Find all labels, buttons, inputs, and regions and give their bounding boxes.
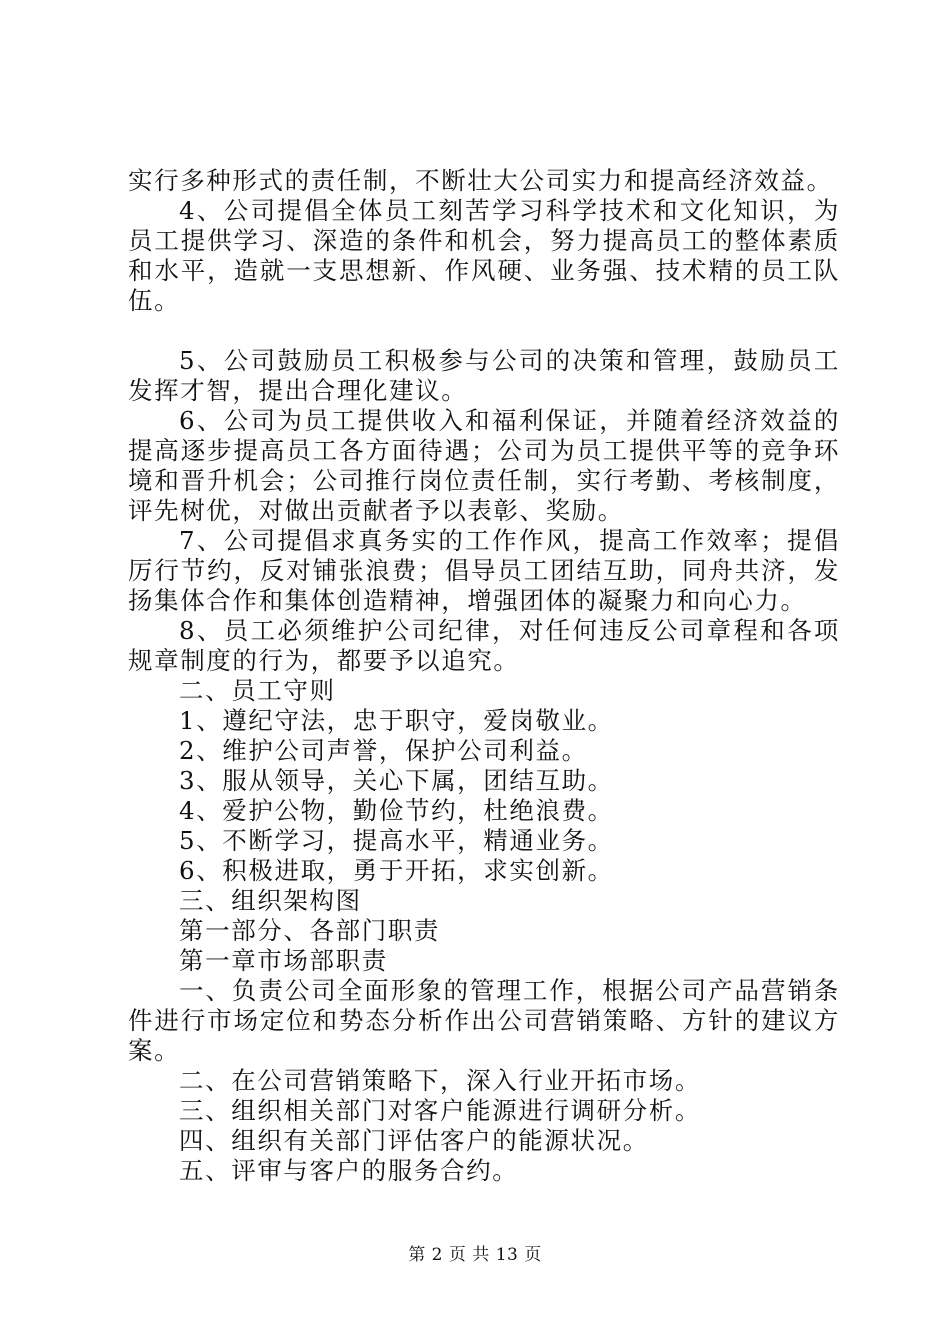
- section-heading: 二、员工守则: [179, 676, 336, 705]
- list-item: 二、在公司营销策略下，深入行业开拓市场。: [179, 1066, 701, 1095]
- list-item: 1、遵纪守法，忠于职守，爱岗敬业。: [179, 706, 614, 735]
- chapter-heading: 第一章市场部职责: [179, 946, 388, 975]
- list-item: 5、不断学习，提高水平，精通业务。: [179, 826, 614, 855]
- paragraph: 实行多种形式的责任制，不断壮大公司实力和提高经济效益。: [128, 166, 833, 195]
- list-item: 6、积极进取，勇于开拓，求实创新。: [179, 856, 614, 885]
- section-heading: 第一部分、各部门职责: [179, 916, 440, 945]
- list-item: 四、组织有关部门评估客户的能源状况。: [179, 1126, 649, 1155]
- document-body: [128, 166, 840, 1186]
- list-item: 4、爱护公物，勤俭节约，杜绝浪费。: [179, 796, 614, 825]
- list-item: 一、负责公司全面形象的管理工作，根据公司产品营销条件进行市场定位和势态分析作出公司营销策略、方针的建议方案。: [128, 976, 840, 1065]
- paragraph: 5、公司鼓励员工积极参与公司的决策和管理，鼓励员工发挥才智，提出合理化建议。: [128, 346, 840, 405]
- list-item: 3、服从领导，关心下属，团结互助。: [179, 766, 614, 795]
- list-item: 五、评审与客户的服务合约。: [179, 1156, 519, 1185]
- page-number-label: 第 2 页 共 13 页: [408, 1245, 542, 1265]
- section-heading: 三、组织架构图: [179, 886, 362, 915]
- list-item: 三、组织相关部门对客户能源进行调研分析。: [179, 1096, 701, 1125]
- paragraph: 7、公司提倡求真务实的工作作风，提高工作效率；提倡厉行节约，反对铺张浪费；倡导员工团结互助，同舟共济，发扬集体合作和集体创造精神，增强团体的凝聚力和向心力。: [128, 526, 840, 615]
- paragraph: 6、公司为员工提供收入和福利保证，并随着经济效益的提高逐步提高员工各方面待遇；公司为员工提供平等的竞争环境和晋升机会；公司推行岗位责任制，实行考勤、考核制度，评先树优，对做出贡献者予以表彰、奖励。: [128, 406, 840, 525]
- paragraph: 8、员工必须维护公司纪律，对任何违反公司章程和各项规章制度的行为，都要予以追究。: [128, 616, 840, 675]
- paragraph: 4、公司提倡全体员工刻苦学习科学技术和文化知识，为员工提供学习、深造的条件和机会，努力提高员工的整体素质和水平，造就一支思想新、作风硬、业务强、技术精的员工队伍。: [128, 196, 840, 315]
- list-item: 2、维护公司声誉，保护公司利益。: [179, 736, 588, 765]
- page-footer: [0, 1244, 950, 1266]
